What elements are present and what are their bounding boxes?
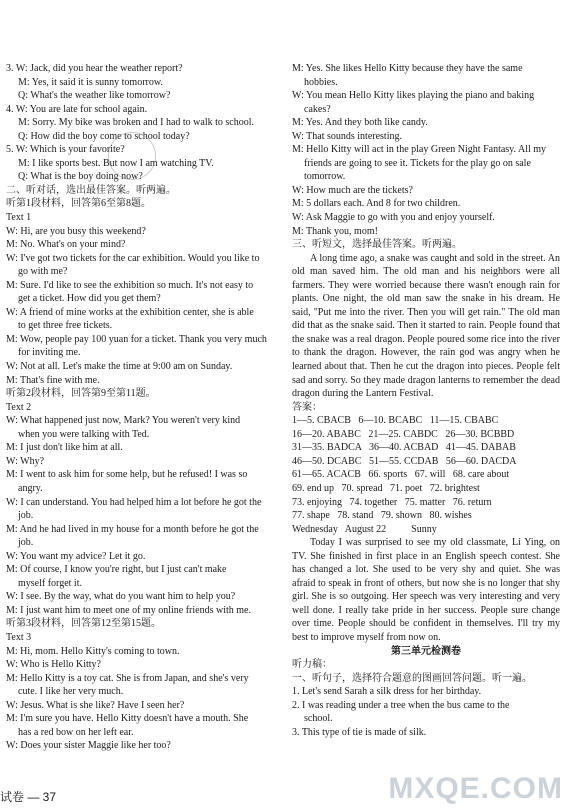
text-line: W: Jesus. What is she like? Have I seen her? bbox=[6, 699, 185, 711]
answer-row: 1—5. CBACB 6—10. BCABC 11—15. CBABC bbox=[292, 415, 499, 427]
answer-row: 61—65. ACACB 66. sports 67. will 68. care about bbox=[292, 469, 510, 481]
text-line: 3. W: Jack, did you hear the weather report? bbox=[6, 63, 183, 74]
text-line: Q: What is the boy doing now? bbox=[18, 171, 143, 183]
answer-row: 46—50. DCABC 51—55. CCDAB 56—60. DACDA bbox=[292, 455, 517, 467]
answer-row: 77. shape 78. stand 79. shown 80. wishes bbox=[292, 510, 472, 522]
text-line: M: Hi, mom. Hello Kitty's coming to town. bbox=[6, 645, 180, 657]
text-line: job. bbox=[18, 537, 34, 549]
text-line: 三、听短文，选择最佳答案。听两遍。 bbox=[292, 239, 462, 251]
text-line: 听第2段材料，回答第9至第11题。 bbox=[6, 388, 156, 400]
text-line: Q: How did the boy come to school today? bbox=[18, 130, 190, 142]
text-line: 一、听句子，选择符合题意的图画回答问题。听一遍。 bbox=[292, 672, 532, 684]
text-line: W: Ask Maggie to go with you and enjoy yourself. bbox=[292, 212, 495, 224]
text-line: 2. I was reading under a tree when the bus came to the bbox=[292, 699, 510, 711]
text-line: 4. W: You are late for school again. bbox=[6, 103, 148, 115]
unit-title: 第三单元检测卷 bbox=[391, 645, 461, 657]
text-line: M: Sure. I'd like to see the exhibition so much. It's not easy to bbox=[6, 279, 254, 291]
text-line: M: Hello Kitty is a toy cat. She is from Japan, and she's very bbox=[6, 672, 249, 684]
text-line: M: Wow, people pay 100 yuan for a ticket. Thank you very much bbox=[6, 333, 267, 345]
text-line: 听力稿： bbox=[292, 659, 332, 671]
text-line: 5. W: Which is your favorite? bbox=[6, 144, 125, 156]
text-line: job. bbox=[18, 510, 34, 522]
text-line: W: You want my advice? Let it go. bbox=[6, 550, 146, 562]
text-line: cute. I like her very much. bbox=[18, 686, 124, 698]
text-line: W: I can understand. You had helped him a lot before he got the bbox=[6, 496, 262, 508]
text-line: M: Thank you, mom! bbox=[292, 225, 378, 237]
text-line: hobbies. bbox=[304, 76, 338, 88]
answer-row: 69. end up 70. spread 71. poet 72. brightest bbox=[292, 482, 480, 494]
text-line: myself forget it. bbox=[18, 577, 82, 589]
text-line: W: I see. By the way, what do you want him to help you? bbox=[6, 591, 236, 603]
text-line: W: You mean Hello Kitty likes playing the piano and baking bbox=[292, 90, 535, 102]
text-line: W: I've got two tickets for the car exhibition. Would you like to bbox=[6, 252, 260, 264]
text-line: has a red bow on her left ear. bbox=[18, 726, 134, 738]
text-line: for inviting me. bbox=[18, 347, 81, 359]
text-line: M: Yes. She likes Hello Kitty because they have the same bbox=[292, 63, 523, 74]
text-line: M: Hello Kitty will act in the play Green Night Fantasy. All my bbox=[292, 144, 547, 156]
text-line: Q: What's the weather like tomorrow? bbox=[18, 90, 171, 102]
page-footer: 试卷 — 37 bbox=[0, 790, 57, 804]
text-line: 1. Let's send Sarah a silk dress for her birthday. bbox=[292, 686, 482, 698]
text-line: cakes? bbox=[304, 103, 331, 115]
text-line: M: Sorry. My bike was broken and I had to walk to school. bbox=[18, 117, 254, 129]
text-line: angry. bbox=[18, 482, 43, 494]
text-line: school. bbox=[304, 713, 333, 725]
text-line: Text 1 bbox=[6, 212, 32, 224]
text-line: W: What happened just now, Mark? You weren't very kind bbox=[6, 415, 241, 427]
text-line: W: Why? bbox=[6, 455, 45, 467]
text-line: Text 2 bbox=[6, 401, 32, 413]
text-line: Text 3 bbox=[6, 631, 32, 643]
right-column bbox=[292, 62, 560, 739]
answer-row: 16—20. ABABC 21—25. CABDC 26—30. BCBBD bbox=[292, 428, 515, 440]
text-line: M: I like sports best. But now I am watching TV. bbox=[18, 157, 214, 169]
text-line: W: Does your sister Maggie like her too? bbox=[6, 740, 171, 752]
text-line: 听第3段材料，回答第12至第15题。 bbox=[6, 618, 161, 630]
diary-heading: Wednesday August 22 Sunny bbox=[292, 523, 437, 535]
text-line: M: Yes, it said it is sunny tomorrow. bbox=[18, 76, 163, 88]
answers-title: 答案： bbox=[292, 401, 322, 413]
answer-row: 73. enjoying 74. together 75. matter 76. return bbox=[292, 496, 492, 508]
text-line: 3. This type of tie is made of silk. bbox=[292, 726, 427, 738]
text-line: M: I'm sure you have. Hello Kitty doesn't have a mouth. She bbox=[6, 713, 249, 725]
text-line: W: Hi, are you busy this weekend? bbox=[6, 225, 146, 237]
diary-text: Today I was surprised to see my old classmate, Li Ying, on TV. She finished in first place in an English speech contest. She has changed a lot. She used to be very shy and quiet. She was afraid to speak in front of others, but now she is no longer that shy girl. She is so outgoing. Her speech was very interesting and very well done. I really take pride in her success. People sure change over time. People should be confident in themselves. I'll try my best to improve myself from now on. bbox=[292, 537, 560, 643]
text-line: when you were talking with Ted. bbox=[18, 428, 150, 440]
text-line: M: And he had lived in my house for a month before he got the bbox=[6, 523, 259, 535]
text-line: M: Yes. And they both like candy. bbox=[292, 117, 428, 129]
passage-text: A long time ago, a snake was caught and sold in the street. An old man saved him. The old man and his neighbors were all farmers. They were worried because there wasn't enough rain for plants. One night, the old man saw the snake in his dream. He said, "Put me into the river. Then you will get rain." The old man did that as the snake said. Then it started to rain. People found that the snake was a real dragon. People poured some rice into the river to thank the dragon. However, the rain god was angry when he learned about that. Then he cut the dragon into pieces. People felt sad and sorry. So they made dragon lanterns to remember the dead dragon during the Lantern Festival. bbox=[292, 252, 560, 400]
answers-list bbox=[292, 414, 560, 522]
text-line: M: No. What's on your mind? bbox=[6, 239, 126, 251]
text-line: get a ticket. How did you get them? bbox=[18, 293, 161, 305]
text-line: W: A friend of mine works at the exhibition center, she is able bbox=[6, 306, 254, 318]
text-line: go with me? bbox=[18, 266, 68, 278]
text-line: M: I just don't like him at all. bbox=[6, 442, 123, 454]
text-line: 听第1段材料，回答第6至第8题。 bbox=[6, 198, 151, 210]
text-line: M: That's fine with me. bbox=[6, 374, 100, 386]
text-line: W: That sounds interesting. bbox=[292, 130, 402, 142]
text-line: W: Who is Hello Kitty? bbox=[6, 659, 101, 671]
text-line: 二、听对话，选出最佳答案。听两遍。 bbox=[6, 184, 176, 196]
text-line: M: 5 dollars each. And 8 for two children. bbox=[292, 198, 461, 210]
text-line: M: I just want him to meet one of my online friends with me. bbox=[6, 604, 251, 616]
stamp-mark bbox=[108, 132, 156, 180]
right-dialogue bbox=[292, 62, 560, 252]
answer-row: 31—35. BADCA 36—40. ACBAD 41—45. DABAB bbox=[292, 442, 516, 454]
text-line: to get three free tickets. bbox=[18, 320, 113, 332]
text-line: W: Not at all. Let's make the time at 9:00 am on Sunday. bbox=[6, 361, 233, 373]
text-line: M: I went to ask him for some help, but he refused! I was so bbox=[6, 469, 248, 481]
text-line: tomorrow. bbox=[304, 171, 346, 183]
text-line: W: How much are the tickets? bbox=[292, 184, 413, 196]
transcript-section bbox=[292, 658, 560, 739]
text-line: M: Of course, I know you're right, but I just can't make bbox=[6, 564, 227, 576]
watermark-logo: MXQE.COM bbox=[388, 772, 563, 805]
text-line: friends are going to see it. Tickets for the play go on sale bbox=[304, 157, 531, 169]
